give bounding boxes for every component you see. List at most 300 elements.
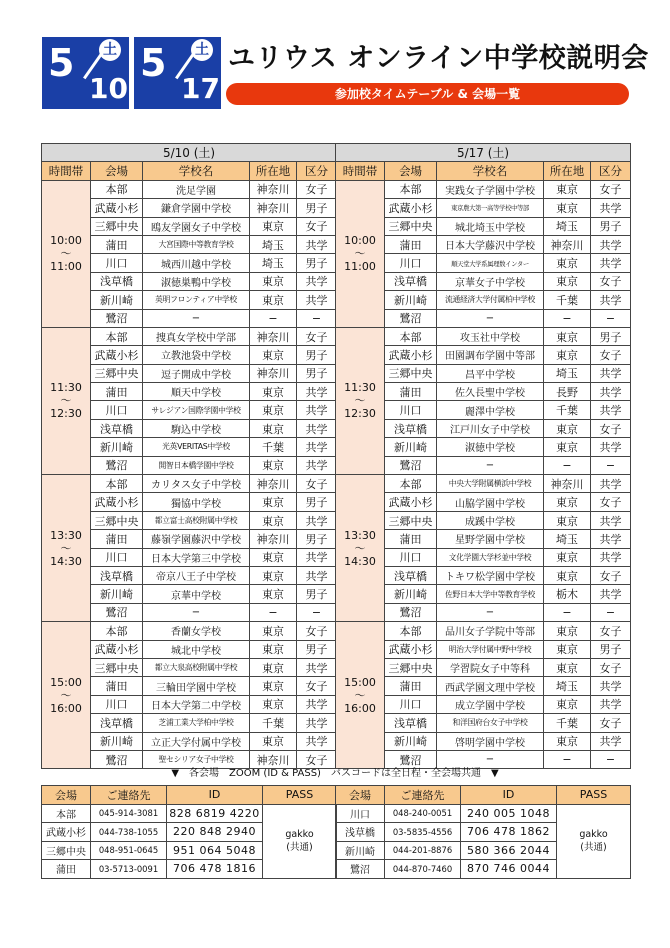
school-type: 女子 (297, 622, 337, 640)
date-badge-0510 (42, 37, 129, 109)
school-name: 城西川越中学校 (143, 254, 250, 272)
column-header-row (42, 162, 337, 180)
venue-cell: 三郷中央 (385, 217, 437, 235)
school-name: − (437, 603, 544, 621)
school-name: 城北埼玉中学校 (437, 217, 544, 235)
venue-cell: 浅草橋 (385, 566, 437, 584)
venue-cell: 浅草橋 (385, 714, 437, 732)
school-type: 男子 (591, 640, 631, 658)
school-location: 神奈川 (250, 199, 297, 217)
school-type: 共学 (591, 199, 631, 217)
zoom-pass (263, 804, 337, 878)
school-location: 埼玉 (544, 677, 591, 695)
school-type: 女子 (297, 217, 337, 235)
school-type: 共学 (297, 511, 337, 529)
venue-cell: 三郷中央 (385, 511, 437, 529)
table-row (42, 180, 337, 198)
venue-cell: 武蔵小杉 (91, 346, 143, 364)
time-slot (336, 622, 385, 769)
zoom-header-id: ID (461, 786, 557, 805)
time-start: 15:00 (50, 675, 82, 689)
school-name: カリタス女子中学校 (143, 475, 250, 493)
school-location: 東京 (544, 438, 591, 456)
venue-cell: 浅草橋 (385, 272, 437, 290)
school-location: 東京 (544, 622, 591, 640)
school-name: 聖セシリア女子中学校 (143, 750, 250, 768)
school-location: 東京 (544, 640, 591, 658)
time-slot (42, 180, 91, 327)
time-slot (336, 475, 385, 622)
school-location: 東京 (250, 640, 297, 658)
venue-cell: 新川崎 (91, 438, 143, 456)
venue-cell: 川口 (385, 548, 437, 566)
zoom-table-left (41, 785, 337, 879)
zoom-contact: 03-5713-0091 (91, 860, 167, 879)
venue-cell: 川口 (91, 695, 143, 713)
day-header-row (336, 144, 631, 162)
date-badge-0517 (134, 37, 221, 109)
school-name: 文化学園大学杉並中学校 (437, 548, 544, 566)
zoom-venue: 本部 (42, 804, 91, 823)
table-row (336, 622, 631, 640)
venue-cell: 三郷中央 (91, 217, 143, 235)
zoom-header-pass: PASS (557, 786, 631, 805)
column-header-time: 時間帯 (336, 162, 385, 180)
school-type: 共学 (591, 511, 631, 529)
school-type: − (591, 309, 631, 327)
venue-cell: 蒲田 (91, 235, 143, 253)
venue-cell: 武蔵小杉 (385, 346, 437, 364)
school-name: 啓明学園中学校 (437, 732, 544, 750)
badge-month: 5 (140, 41, 167, 85)
school-name: 洗足学園 (143, 180, 250, 198)
school-location: 千葉 (544, 714, 591, 732)
timetable-0510 (41, 143, 337, 769)
zoom-contact: 03-5835-4556 (385, 823, 461, 842)
column-header-school: 学校名 (437, 162, 544, 180)
school-type: 男子 (297, 640, 337, 658)
school-type: 共学 (591, 732, 631, 750)
school-type: 男子 (297, 254, 337, 272)
school-location: − (250, 309, 297, 327)
column-header-location: 所在地 (544, 162, 591, 180)
school-name: 田園調布学園中等部 (437, 346, 544, 364)
school-type: 共学 (591, 438, 631, 456)
school-name: 順天中学校 (143, 383, 250, 401)
school-name: 流通経済大学付属柏中学校 (437, 291, 544, 309)
school-location: 栃木 (544, 585, 591, 603)
school-type: 共学 (591, 475, 631, 493)
zoom-contact: 048-240-0051 (385, 804, 461, 823)
column-header-time: 時間帯 (42, 162, 91, 180)
time-tilde: 〜 (354, 394, 366, 408)
school-name: 逗子開成中学校 (143, 364, 250, 382)
school-location: 東京 (250, 493, 297, 511)
school-type: − (591, 603, 631, 621)
column-header-row (336, 162, 631, 180)
school-location: 東京 (544, 346, 591, 364)
zoom-pass-note: (共通) (580, 842, 607, 853)
venue-cell: 鷺沼 (385, 309, 437, 327)
venue-cell: 本部 (385, 327, 437, 345)
venue-cell: 鷺沼 (91, 456, 143, 474)
school-type: 男子 (297, 199, 337, 217)
venue-cell: 蒲田 (385, 677, 437, 695)
venue-cell: 三郷中央 (385, 364, 437, 382)
school-name: サレジアン国際学園中学校 (143, 401, 250, 419)
zoom-venue: 三郷中央 (42, 841, 91, 860)
school-name: 英明フロンティア中学校 (143, 291, 250, 309)
school-name: 明治大学付属中野中学校 (437, 640, 544, 658)
venue-cell: 本部 (91, 622, 143, 640)
school-location: − (544, 750, 591, 768)
school-type: 女子 (591, 180, 631, 198)
school-location: 神奈川 (250, 180, 297, 198)
zoom-pass-value: gakko (579, 829, 608, 840)
school-type: 共学 (297, 401, 337, 419)
school-type: 男子 (297, 493, 337, 511)
school-location: 東京 (544, 732, 591, 750)
zoom-venue: 川口 (336, 804, 385, 823)
school-location: 東京 (250, 677, 297, 695)
venue-cell: 川口 (91, 254, 143, 272)
school-location: 埼玉 (250, 235, 297, 253)
time-start: 13:30 (344, 528, 376, 542)
school-name: 京華女子中学校 (437, 272, 544, 290)
school-name: 開智日本橋学園中学校 (143, 456, 250, 474)
school-type: − (591, 750, 631, 768)
school-type: 女子 (591, 272, 631, 290)
school-name: 都立大泉高校附属中学校 (143, 658, 250, 676)
school-location: 東京 (250, 511, 297, 529)
school-name: 江戸川女子中学校 (437, 419, 544, 437)
venue-cell: 武蔵小杉 (91, 493, 143, 511)
school-type: 男子 (591, 327, 631, 345)
day-date: 5/17 (土) (336, 144, 631, 162)
table-row (42, 622, 337, 640)
zoom-venue: 浅草橋 (336, 823, 385, 842)
school-location: 神奈川 (250, 364, 297, 382)
zoom-id: 220 848 2940 (167, 823, 263, 842)
school-name: 捜真女学校中学部 (143, 327, 250, 345)
school-location: 東京 (250, 401, 297, 419)
day-header-row (42, 144, 337, 162)
venue-cell: 蒲田 (91, 383, 143, 401)
school-location: 東京 (544, 419, 591, 437)
time-tilde: 〜 (60, 247, 72, 261)
venue-cell: 浅草橋 (385, 419, 437, 437)
zoom-pass-value: gakko (285, 829, 314, 840)
school-type: 共学 (297, 732, 337, 750)
venue-cell: 浅草橋 (91, 566, 143, 584)
school-type: 女子 (297, 475, 337, 493)
school-type: 男子 (297, 346, 337, 364)
school-type: 女子 (591, 714, 631, 732)
zoom-id: 580 366 2044 (461, 841, 557, 860)
school-type: 共学 (591, 530, 631, 548)
venue-cell: 本部 (91, 180, 143, 198)
school-location: 神奈川 (250, 327, 297, 345)
venue-cell: 新川崎 (91, 291, 143, 309)
zoom-header-venue: 会場 (42, 786, 91, 805)
school-location: − (544, 309, 591, 327)
school-type: 女子 (297, 327, 337, 345)
table-row (42, 475, 337, 493)
school-type: 共学 (297, 235, 337, 253)
school-type: − (591, 456, 631, 474)
school-name: 淑徳巣鴨中学校 (143, 272, 250, 290)
school-type: 共学 (591, 383, 631, 401)
zoom-venue: 新川崎 (336, 841, 385, 860)
zoom-venue: 蒲田 (42, 860, 91, 879)
column-header-venue: 会場 (385, 162, 437, 180)
school-location: 東京 (544, 566, 591, 584)
zoom-id: 706 478 1862 (461, 823, 557, 842)
zoom-row (42, 804, 337, 823)
time-slot (336, 180, 385, 327)
venue-cell: 鷺沼 (91, 603, 143, 621)
time-end: 11:00 (344, 260, 376, 274)
venue-cell: 川口 (385, 695, 437, 713)
school-location: 東京 (544, 493, 591, 511)
school-name: 鴎友学園女子中学校 (143, 217, 250, 235)
timetable-0517 (335, 143, 631, 769)
school-name: 城北中学校 (143, 640, 250, 658)
school-location: 埼玉 (544, 530, 591, 548)
time-start: 11:30 (344, 381, 376, 395)
school-name: 実践女子学園中学校 (437, 180, 544, 198)
day-date: 5/10 (土) (42, 144, 337, 162)
school-location: 千葉 (544, 401, 591, 419)
school-name: 成立学園中学校 (437, 695, 544, 713)
venue-cell: 本部 (385, 180, 437, 198)
school-type: 共学 (297, 566, 337, 584)
school-type: 男子 (297, 585, 337, 603)
school-name: 星野学園中学校 (437, 530, 544, 548)
school-name: 日本大学第二中学校 (143, 695, 250, 713)
school-location: 東京 (250, 622, 297, 640)
venue-cell: 三郷中央 (91, 658, 143, 676)
school-type: 男子 (297, 364, 337, 382)
badge-day: 17 (181, 72, 220, 105)
school-location: 東京 (250, 383, 297, 401)
school-type: 共学 (591, 548, 631, 566)
school-location: 埼玉 (544, 364, 591, 382)
school-name: − (437, 456, 544, 474)
venue-cell: 川口 (91, 548, 143, 566)
zoom-pass (557, 804, 631, 878)
venue-cell: 新川崎 (385, 585, 437, 603)
school-location: 東京 (250, 291, 297, 309)
school-type: 共学 (297, 714, 337, 732)
school-location: 千葉 (250, 438, 297, 456)
school-location: 千葉 (544, 291, 591, 309)
school-name: 藤嶺学園藤沢中学校 (143, 530, 250, 548)
time-end: 12:30 (50, 407, 82, 421)
zoom-id: 828 6819 4220 (167, 804, 263, 823)
column-header-school: 学校名 (143, 162, 250, 180)
venue-cell: 浅草橋 (91, 419, 143, 437)
school-name: 西武学園文理中学校 (437, 677, 544, 695)
school-name: 大宮国際中等教育学校 (143, 235, 250, 253)
school-type: 女子 (591, 493, 631, 511)
school-type: 女子 (297, 750, 337, 768)
school-location: 東京 (250, 548, 297, 566)
venue-cell: 蒲田 (385, 235, 437, 253)
zoom-contact: 044-738-1055 (91, 823, 167, 842)
badge-day: 10 (89, 72, 128, 105)
school-type: 共学 (297, 695, 337, 713)
venue-cell: 武蔵小杉 (91, 199, 143, 217)
time-tilde: 〜 (354, 541, 366, 555)
school-type: 共学 (591, 401, 631, 419)
school-type: 女子 (297, 180, 337, 198)
school-name: 佐野日本大学中等教育学校 (437, 585, 544, 603)
venue-cell: 三郷中央 (91, 511, 143, 529)
venue-cell: 鷺沼 (91, 309, 143, 327)
school-location: 東京 (544, 327, 591, 345)
venue-cell: 三郷中央 (385, 658, 437, 676)
venue-cell: 本部 (385, 475, 437, 493)
school-type: 男子 (297, 530, 337, 548)
school-name: − (143, 309, 250, 327)
venue-cell: 蒲田 (385, 530, 437, 548)
venue-cell: 武蔵小杉 (385, 199, 437, 217)
school-location: 東京 (250, 346, 297, 364)
school-type: 女子 (591, 566, 631, 584)
school-name: 香蘭女学校 (143, 622, 250, 640)
school-type: 共学 (297, 456, 337, 474)
venue-cell: 蒲田 (91, 530, 143, 548)
school-name: 三輪田学園中学校 (143, 677, 250, 695)
time-end: 11:00 (50, 260, 82, 274)
time-start: 10:00 (344, 234, 376, 248)
zoom-header-row (336, 786, 631, 805)
school-location: 東京 (544, 254, 591, 272)
time-tilde: 〜 (60, 541, 72, 555)
school-name: 芝浦工業大学柏中学校 (143, 714, 250, 732)
school-location: 東京 (544, 511, 591, 529)
school-name: 学習院女子中等科 (437, 658, 544, 676)
school-name: 山脇学園中学校 (437, 493, 544, 511)
school-location: 東京 (544, 180, 591, 198)
time-end: 16:00 (344, 701, 376, 715)
badge-day-mark: 土 (99, 39, 121, 61)
column-header-venue: 会場 (91, 162, 143, 180)
school-name: 麗澤中学校 (437, 401, 544, 419)
school-name: 立教池袋中学校 (143, 346, 250, 364)
school-location: 神奈川 (250, 530, 297, 548)
venue-cell: 蒲田 (91, 677, 143, 695)
zoom-contact: 044-201-8876 (385, 841, 461, 860)
badge-day-mark: 土 (191, 39, 213, 61)
school-name: 立正大学付属中学校 (143, 732, 250, 750)
school-location: 東京 (250, 272, 297, 290)
time-tilde: 〜 (60, 688, 72, 702)
time-slot (336, 327, 385, 474)
zoom-id: 870 746 0044 (461, 860, 557, 879)
school-name: 佐久長聖中学校 (437, 383, 544, 401)
school-type: 女子 (591, 658, 631, 676)
table-row (336, 327, 631, 345)
time-slot (42, 622, 91, 769)
venue-cell: 鷺沼 (385, 456, 437, 474)
zoom-contact: 045-914-3081 (91, 804, 167, 823)
table-row (336, 180, 631, 198)
school-name: 淑徳中学校 (437, 438, 544, 456)
zoom-venue: 武蔵小杉 (42, 823, 91, 842)
time-tilde: 〜 (60, 394, 72, 408)
time-tilde: 〜 (354, 688, 366, 702)
school-type: 共学 (297, 438, 337, 456)
school-type: 共学 (591, 291, 631, 309)
school-type: − (297, 603, 337, 621)
zoom-contact: 044-870-7460 (385, 860, 461, 879)
time-start: 11:30 (50, 381, 82, 395)
school-name: 日本大学藤沢中学校 (437, 235, 544, 253)
school-type: 共学 (297, 548, 337, 566)
time-start: 10:00 (50, 234, 82, 248)
venue-cell: 本部 (385, 622, 437, 640)
school-location: 神奈川 (544, 475, 591, 493)
school-location: 東京 (250, 658, 297, 676)
school-location: 東京 (250, 419, 297, 437)
zoom-id: 240 005 1048 (461, 804, 557, 823)
school-location: 東京 (544, 548, 591, 566)
school-type: 共学 (591, 677, 631, 695)
school-type: 共学 (297, 383, 337, 401)
venue-cell: 新川崎 (385, 438, 437, 456)
venue-cell: 本部 (91, 475, 143, 493)
zoom-header-contact: ご連絡先 (385, 786, 461, 805)
school-name: 駒込中学校 (143, 419, 250, 437)
school-type: 共学 (297, 419, 337, 437)
school-location: 東京 (544, 695, 591, 713)
venue-cell: 浅草橋 (91, 714, 143, 732)
school-name: 中央大学附属横浜中学校 (437, 475, 544, 493)
venue-cell: 鷺沼 (91, 750, 143, 768)
school-location: 東京 (250, 566, 297, 584)
venue-cell: 新川崎 (91, 732, 143, 750)
school-location: 東京 (250, 732, 297, 750)
zoom-header-row (42, 786, 337, 805)
venue-cell: 蒲田 (385, 383, 437, 401)
school-name: 獨協中学校 (143, 493, 250, 511)
venue-cell: 新川崎 (385, 732, 437, 750)
zoom-pass-note: (共通) (286, 842, 313, 853)
zoom-header-pass: PASS (263, 786, 337, 805)
school-location: 神奈川 (250, 750, 297, 768)
school-location: 東京 (250, 217, 297, 235)
zoom-header-id: ID (167, 786, 263, 805)
school-name: 鎌倉学園中学校 (143, 199, 250, 217)
venue-cell: 武蔵小杉 (91, 640, 143, 658)
school-name: 攻玉社中学校 (437, 327, 544, 345)
time-tilde: 〜 (354, 247, 366, 261)
time-start: 13:30 (50, 528, 82, 542)
school-name: − (437, 309, 544, 327)
school-location: 神奈川 (250, 475, 297, 493)
school-location: 長野 (544, 383, 591, 401)
school-type: 女子 (591, 622, 631, 640)
zoom-header-contact: ご連絡先 (91, 786, 167, 805)
column-header-location: 所在地 (250, 162, 297, 180)
school-location: 東京 (544, 272, 591, 290)
venue-cell: 鷺沼 (385, 603, 437, 621)
page-subtitle: 参加校タイムテーブル & 会場一覧 (226, 83, 629, 105)
venue-cell: 新川崎 (385, 291, 437, 309)
zoom-contact: 048-951-0645 (91, 841, 167, 860)
